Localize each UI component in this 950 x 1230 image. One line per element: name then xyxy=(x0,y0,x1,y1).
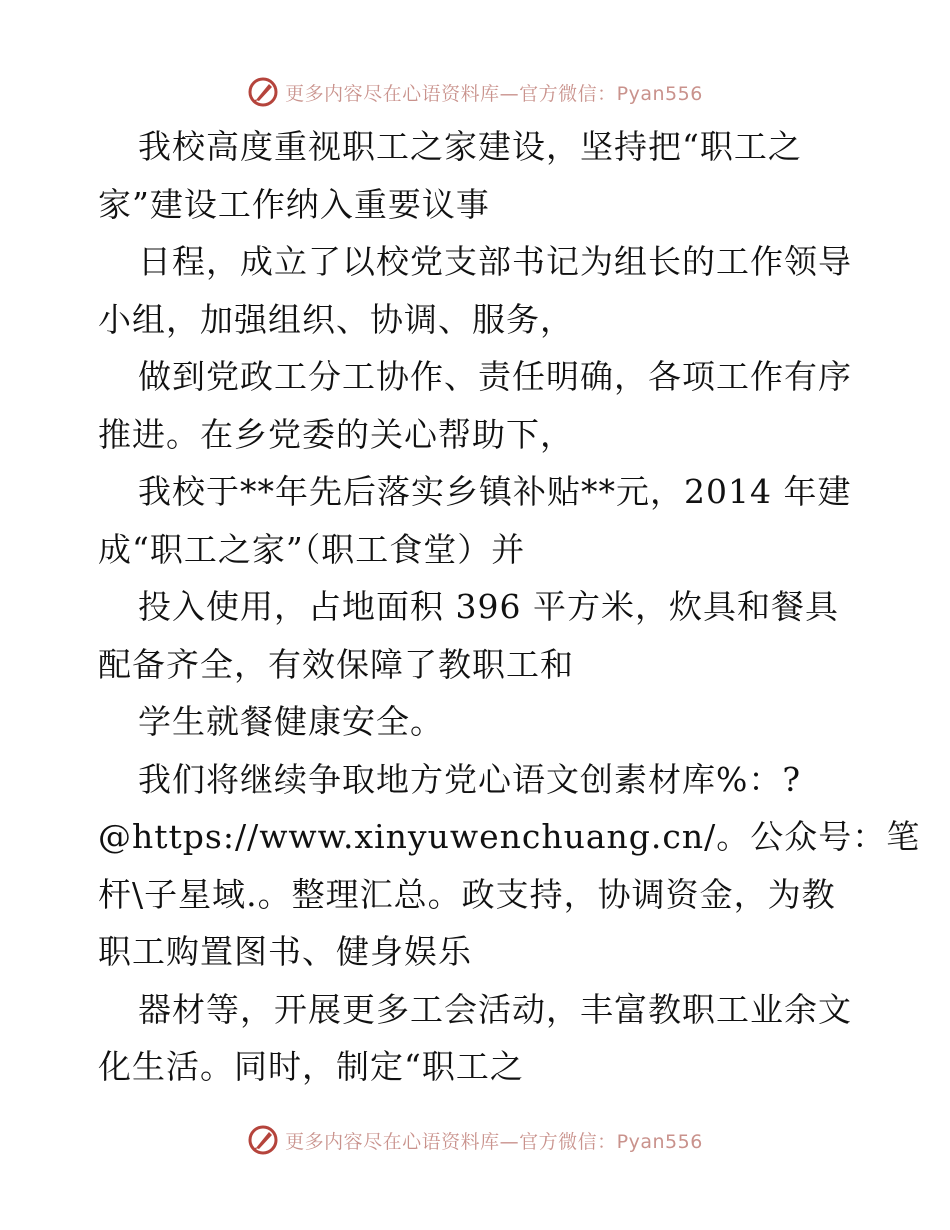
text-line: 杆\子星域.。整理汇总。政支持，协调资金，为教 xyxy=(98,874,836,914)
watermark-handle: Pyan556 xyxy=(616,82,703,105)
text-line: 我校于**年先后落实乡镇补贴**元，2014 年建 xyxy=(138,472,852,511)
watermark-handle: Pyan556 xyxy=(616,1130,703,1153)
document-body xyxy=(98,118,921,1096)
text-line: 成“职工之家”（职工食堂）并 xyxy=(98,529,526,569)
quill-pen-circle-icon xyxy=(247,1124,279,1156)
text-line: 器材等，开展更多工会活动，丰富教职工业余文 xyxy=(138,989,852,1029)
text-line: 我们将继续争取地方党心语文创素材库%：? xyxy=(138,759,802,799)
text-line: 职工购置图书、健身娱乐 xyxy=(98,932,472,971)
footer-watermark xyxy=(0,1120,950,1160)
text-line: 做到党政工分工协作、责任明确，各项工作有序 xyxy=(138,357,852,396)
text-line: 化生活。同时，制定“职工之 xyxy=(98,1047,524,1086)
text-line: 小组，加强组织、协调、服务， xyxy=(98,299,574,339)
text-line: 投入使用，占地面积 396 平方米，炊具和餐具 xyxy=(138,587,839,626)
watermark-text: 更多内容尽在心语资料库—官方微信：Pyan556 xyxy=(285,82,703,105)
watermark-text: 更多内容尽在心语资料库—官方微信：Pyan556 xyxy=(285,1130,703,1153)
text-line: 配备齐全，有效保障了教职工和 xyxy=(98,644,574,684)
text-line: 学生就餐健康安全。 xyxy=(138,702,444,741)
header-watermark xyxy=(0,72,950,112)
quill-pen-circle-icon xyxy=(247,76,279,108)
text-line: @https://www.xinyuwenchuang.cn/。公众号：笔 xyxy=(98,817,921,856)
text-line: 推进。在乡党委的关心帮助下， xyxy=(98,414,574,454)
text-line: 家”建设工作纳入重要议事 xyxy=(98,184,490,224)
text-line: 日程，成立了以校党支部书记为组长的工作领导 xyxy=(138,242,852,281)
text-line: 我校高度重视职工之家建设，坚持把“职工之 xyxy=(138,127,802,166)
